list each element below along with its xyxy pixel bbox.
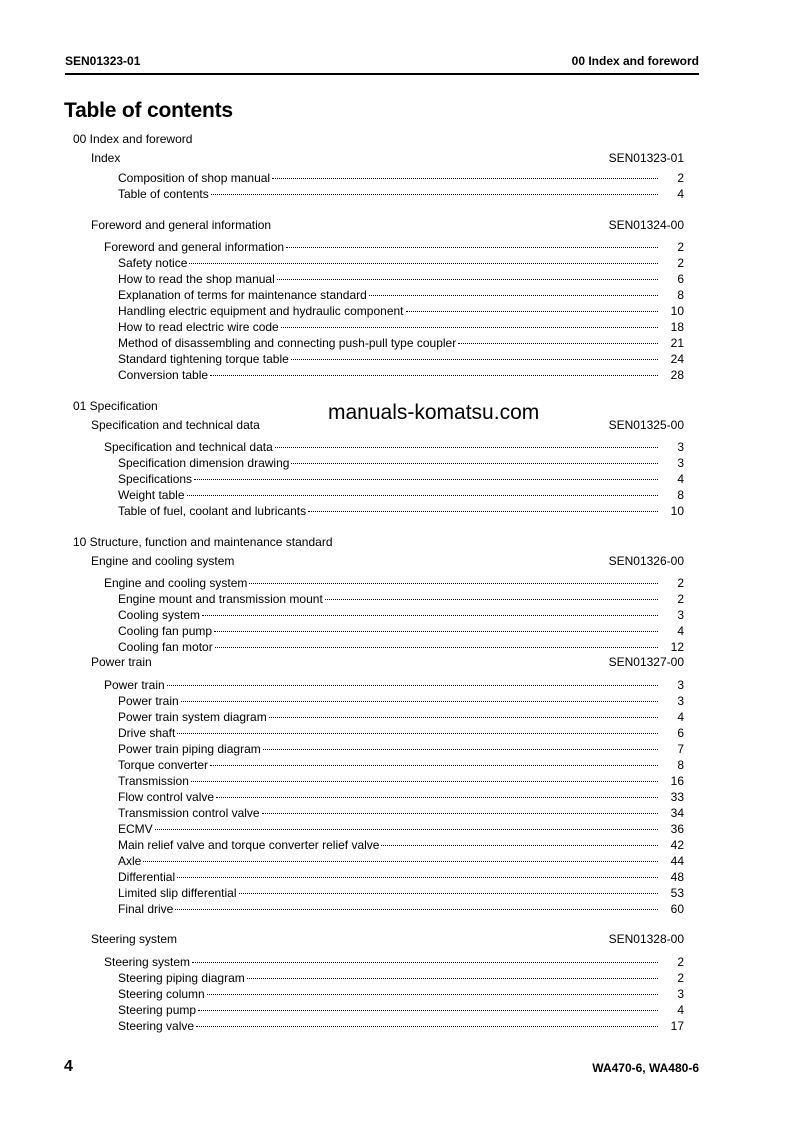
dot-leader xyxy=(181,690,658,705)
toc-entry-label: How to read the shop manual xyxy=(118,272,275,286)
toc-entry[interactable] xyxy=(118,834,684,852)
toc-page-number: 3 xyxy=(677,456,684,470)
toc-document-code: SEN01326-00 xyxy=(608,554,684,568)
toc-entry-label: Handling electric equipment and hydraulic component xyxy=(118,304,404,318)
toc-page-number: 16 xyxy=(670,774,684,788)
toc-page-number: 2 xyxy=(677,971,684,985)
toc-entry-label: Power train system diagram xyxy=(118,710,267,724)
toc-page-number: 4 xyxy=(677,624,684,638)
toc-page-number: 4 xyxy=(677,187,684,201)
toc-page-number: 4 xyxy=(677,1003,684,1017)
dot-leader xyxy=(207,983,658,998)
toc-page-number: 4 xyxy=(677,710,684,724)
dot-leader xyxy=(272,167,658,182)
toc-entry-label: Power train piping diagram xyxy=(118,742,261,756)
toc-entry-label: Weight table xyxy=(118,488,185,502)
toc-entry[interactable] xyxy=(104,951,684,969)
toc-entry[interactable] xyxy=(118,167,684,185)
toc-document-code: SEN01327-00 xyxy=(608,655,684,669)
toc-entry-label: Steering pump xyxy=(118,1003,197,1017)
toc-page-number: 42 xyxy=(670,838,684,852)
header-rule xyxy=(65,73,699,75)
dot-leader xyxy=(269,706,658,721)
toc-entry-label: Engine mount and transmission mount xyxy=(118,592,323,606)
toc-entry[interactable] xyxy=(118,500,684,518)
toc-entry-label: Torque converter xyxy=(118,758,209,772)
toc-entry-label: Specifications xyxy=(118,472,193,486)
toc-entry-label: Specification and technical data xyxy=(91,418,260,432)
toc-page-number: 21 xyxy=(670,336,684,350)
toc-page-number: 12 xyxy=(670,640,684,654)
toc-entry-label: Table of fuel, coolant and lubricants xyxy=(118,504,307,518)
toc-entry-label: Differential xyxy=(118,870,176,884)
toc-page-number: 2 xyxy=(677,592,684,606)
dot-leader xyxy=(167,674,658,689)
toc-page-number: 8 xyxy=(677,288,684,302)
toc-document-code: SEN01324-00 xyxy=(608,218,684,232)
dot-leader xyxy=(247,967,658,982)
toc-entry-label: Final drive xyxy=(118,902,174,916)
toc-page-number: 3 xyxy=(677,440,684,454)
toc-document-code: SEN01325-00 xyxy=(608,418,684,432)
toc-entry-label: Steering valve xyxy=(118,1019,195,1033)
toc-page-number: 10 xyxy=(670,504,684,518)
dot-leader xyxy=(308,500,658,515)
toc-page-number: 2 xyxy=(677,955,684,969)
dot-leader xyxy=(263,738,658,753)
toc-page-number: 48 xyxy=(670,870,684,884)
dot-leader xyxy=(216,786,658,801)
toc-page-number: 36 xyxy=(670,822,684,836)
page-title: Table of contents xyxy=(64,99,233,122)
dot-leader xyxy=(210,754,658,769)
toc-section-heading[interactable] xyxy=(73,535,335,550)
toc-page-number: 3 xyxy=(677,678,684,692)
toc-page-number: 6 xyxy=(677,272,684,286)
toc-page-number: 8 xyxy=(677,758,684,772)
toc-page-number: 28 xyxy=(670,368,684,382)
toc-page-number: 6 xyxy=(677,726,684,740)
dot-leader xyxy=(177,866,658,881)
toc-section-heading[interactable] xyxy=(73,132,194,147)
dot-leader xyxy=(277,268,658,283)
toc-entry-label: Cooling fan pump xyxy=(118,624,213,638)
toc-entry-label: Limited slip differential xyxy=(118,886,237,900)
toc-page-number: 24 xyxy=(670,352,684,366)
toc-document-group[interactable] xyxy=(91,151,684,166)
toc-entry-label: Drive shaft xyxy=(118,726,176,740)
dot-leader xyxy=(198,999,658,1014)
toc-page-number: 60 xyxy=(670,902,684,916)
watermark: manuals-komatsu.com xyxy=(328,401,540,424)
toc-entry-label: Foreword and general information xyxy=(91,218,272,232)
toc-entry[interactable] xyxy=(118,786,684,804)
toc-entry-label: Cooling fan motor xyxy=(118,640,213,654)
dot-leader xyxy=(381,834,658,849)
toc-entry[interactable] xyxy=(118,706,684,724)
dot-leader xyxy=(249,572,658,587)
toc-entry-label: Engine and cooling system xyxy=(91,554,235,568)
toc-entry[interactable] xyxy=(118,738,684,756)
toc-entry[interactable] xyxy=(118,268,684,286)
dot-leader xyxy=(196,1015,658,1030)
toc-entry-label: Transmission xyxy=(118,774,189,788)
toc-page-number: 33 xyxy=(670,790,684,804)
toc-entry-label: 10 Structure, function and maintenance standard xyxy=(73,535,333,549)
toc-entry-label: Flow control valve xyxy=(118,790,215,804)
toc-section-heading[interactable] xyxy=(73,399,160,414)
dot-leader xyxy=(214,620,658,635)
toc-entry-label: Transmission control valve xyxy=(118,806,260,820)
toc-document-code: SEN01328-00 xyxy=(608,932,684,946)
toc-entry-label: 00 Index and foreword xyxy=(73,132,193,146)
dot-leader xyxy=(215,636,658,651)
dot-leader xyxy=(458,332,658,347)
header-doc-code: SEN01323-01 xyxy=(65,54,141,68)
footer-page-number: 4 xyxy=(64,1058,73,1075)
toc-entry[interactable] xyxy=(118,882,684,900)
toc-entry[interactable] xyxy=(104,572,684,590)
toc-entry-label: Standard tightening torque table xyxy=(118,352,289,366)
dot-leader xyxy=(211,183,658,198)
toc-entry[interactable] xyxy=(118,1015,684,1033)
toc-entry-label: Method of disassembling and connecting push-pull type coupler xyxy=(118,336,457,350)
footer-models: WA470-6, WA480-6 xyxy=(592,1061,699,1075)
toc-entry[interactable] xyxy=(104,674,684,692)
toc-entry-label: Conversion table xyxy=(118,368,209,382)
toc-entry-label: Axle xyxy=(118,854,142,868)
toc-document-code: SEN01323-01 xyxy=(608,151,684,165)
toc-page-number: 3 xyxy=(677,608,684,622)
toc-entry-label: Foreword and general information xyxy=(104,240,285,254)
toc-page-number: 2 xyxy=(677,256,684,270)
toc-entry-label: Steering piping diagram xyxy=(118,971,245,985)
toc-entry-label: Steering column xyxy=(118,987,205,1001)
toc-entry-label: Power train xyxy=(118,694,179,708)
dot-leader xyxy=(187,484,659,499)
toc-entry[interactable] xyxy=(118,967,684,985)
toc-page-number: 7 xyxy=(677,742,684,756)
dot-leader xyxy=(275,436,658,451)
dot-leader xyxy=(325,588,658,603)
toc-entry-label: Composition of shop manual xyxy=(118,171,271,185)
header-section-title: 00 Index and foreword xyxy=(571,54,699,68)
toc-page-number: 34 xyxy=(670,806,684,820)
dot-leader xyxy=(192,951,658,966)
toc-entry[interactable] xyxy=(118,620,684,638)
toc-entry-label: 01 Specification xyxy=(73,399,158,413)
toc-entry-label: Explanation of terms for maintenance standard xyxy=(118,288,367,302)
toc-page-number: 3 xyxy=(677,987,684,1001)
toc-page-number: 2 xyxy=(677,240,684,254)
toc-page-number: 18 xyxy=(670,320,684,334)
toc-entry[interactable] xyxy=(118,866,684,884)
toc-entry-label: Table of contents xyxy=(118,187,209,201)
toc-entry-label: Specification dimension drawing xyxy=(118,456,290,470)
toc-page-number: 53 xyxy=(670,886,684,900)
toc-page-number: 2 xyxy=(677,576,684,590)
dot-leader xyxy=(239,882,658,897)
toc-entry[interactable] xyxy=(118,690,684,708)
dot-leader xyxy=(191,770,658,785)
toc-entry[interactable] xyxy=(118,484,684,502)
toc-entry[interactable] xyxy=(104,436,684,454)
dot-leader xyxy=(175,898,658,913)
toc-entry-label: Specification and technical data xyxy=(104,440,273,454)
toc-entry-label: How to read electric wire code xyxy=(118,320,279,334)
toc-entry-label: Steering system xyxy=(91,932,178,946)
toc-entry-label: Steering system xyxy=(104,955,191,969)
toc-document-group[interactable] xyxy=(91,932,684,947)
toc-page-number: 17 xyxy=(670,1019,684,1033)
toc-document-group[interactable] xyxy=(91,554,684,569)
toc-page-number: 44 xyxy=(670,854,684,868)
dot-leader xyxy=(369,284,658,299)
toc-entry-label: ECMV xyxy=(118,822,153,836)
toc-entry[interactable] xyxy=(104,236,684,254)
toc-page-number: 2 xyxy=(677,171,684,185)
toc-entry-label: Power train xyxy=(91,655,152,669)
toc-document-group[interactable] xyxy=(91,655,684,670)
toc-entry-label: Index xyxy=(91,151,121,165)
toc-entry-label: Cooling system xyxy=(118,608,201,622)
dot-leader xyxy=(291,452,658,467)
toc-entry-label: Power train xyxy=(104,678,165,692)
toc-entry-label: Safety notice xyxy=(118,256,188,270)
toc-page-number: 10 xyxy=(670,304,684,318)
toc-document-group[interactable] xyxy=(91,218,684,233)
toc-page-number: 8 xyxy=(677,488,684,502)
toc-entry-label: Engine and cooling system xyxy=(104,576,248,590)
dot-leader xyxy=(286,236,658,251)
toc-page-number: 4 xyxy=(677,472,684,486)
dot-leader xyxy=(262,802,658,817)
dot-leader xyxy=(406,300,658,315)
toc-page-number: 3 xyxy=(677,694,684,708)
toc-entry-label: Main relief valve and torque converter relief valve xyxy=(118,838,380,852)
